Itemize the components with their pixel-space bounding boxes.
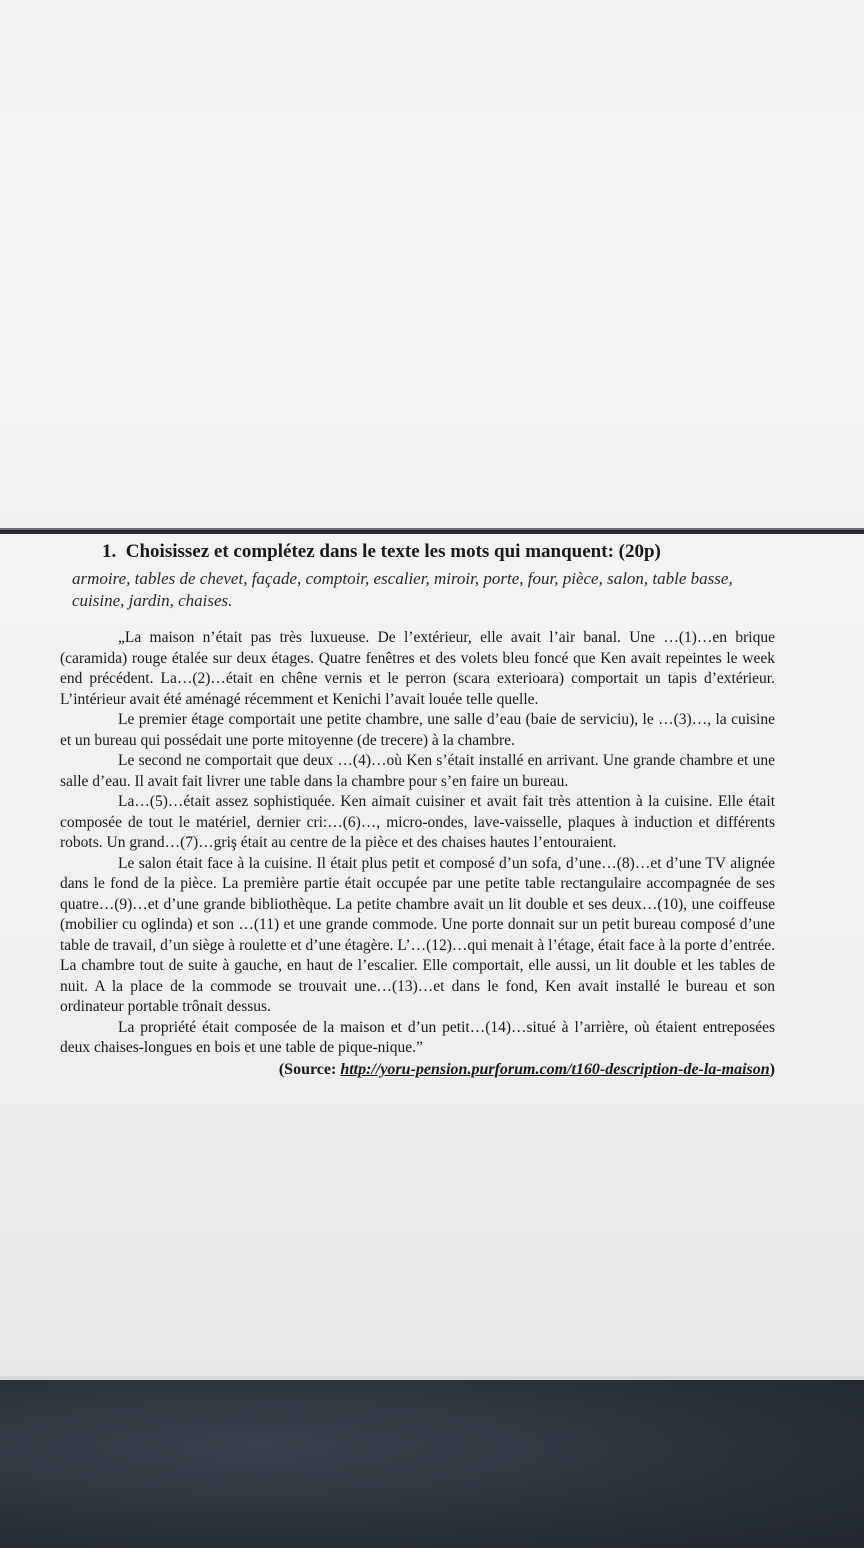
source-prefix: (Source: — [278, 1060, 341, 1078]
paragraph-6: La propriété était composée de la maison et d’un petit…(14)…situé à l’arrière, où étaient entreposées deux chaises-longues en bois et une table de pique-nique.” — [60, 1018, 775, 1056]
word-bank: armoire, tables de chevet, façade, comptoir, escalier, miroir, porte, four, pièce, salon, table basse, cuisine, jardin, chaises. — [72, 569, 733, 610]
paragraph-5: Le salon était face à la cuisine. Il était plus petit et composé d’un sofa, d’une…(8)…et d’une TV alignée dans le fond de la pièce. La première partie était occupée par une petite table rectangulaire accompagnée de ses quatre…(9)…et d’une grande bibliothèque. La petite chambre avait un lit double et ses deux…(10), une coiffeuse (mobilier cu oglinda) et son …(11) et une grande commode. Une porte donnait sur un petit bureau composé d’une table de travail, d’un siège à roulette et d’une étagère. L’…(12)…qui menait à l’étage, était face à la porte d’entrée. La chambre tout de suite à gauche, en haut de l’escalier. Elle comportait, elle aussi, un lit double et les tables de nuit. A la place de la commode se trouvait une…(13)…et dans le fond, Ken avait installé le bureau et son ordinateur portable trônait dessus. — [60, 854, 775, 1015]
worksheet-content — [60, 540, 775, 1081]
source-link[interactable]: http://yoru-pension.purforum.com/t160-description-de-la-maison — [340, 1060, 770, 1078]
exercise-title — [102, 540, 775, 564]
source-citation — [60, 1059, 775, 1081]
paragraph-1: „La maison n’était pas très luxueuse. De l’extérieur, elle avait l’air banal. Une …(1)…en brique (caramida) rouge étalée sur deux étages. Quatre fenêtres et des volets bleu foncé que Ken avait repeintes le week end précédent. La…(2)…était en chêne vernis et le perron (scara exterioara) comportait un tapis d’extérieur. L’intérieur avait été aménagé récemment et Kenichi l’avait louée telle quelle. — [60, 629, 775, 708]
paragraph-2: Le premier étage comportait une petite chambre, une salle d’eau (baie de serviciu), le …(3)…, la cuisine et un bureau qui possédait une porte mitoyenne (de trecere) à la chambre. — [60, 711, 775, 749]
upper-blank-page — [0, 0, 864, 530]
passage — [60, 628, 775, 1059]
exercise-instruction: Choisissez et complétez dans le texte les mots qui manquent: (20p) — [125, 541, 661, 562]
table-surface — [0, 1380, 864, 1548]
exercise-number: 1. — [102, 541, 117, 562]
paragraph-4: La…(5)…était assez sophistiquée. Ken aimait cuisiner et avait fait très attention à la cuisine. Elle était composée de tout le matériel, dernier cri:…(6)…, micro-ondes, lave-vaisselle, plaques à induction et différents robots. Un grand…(7)…griş était au centre de la pièce et des chaises hautes l’entouraient. — [60, 793, 775, 851]
paragraph-3: Le second ne comportait que deux …(4)…où Ken s’était installé en arrivant. Une grande chambre et une salle d’eau. Il avait fait livrer une table dans la chambre pour s’en faire un bureau. — [60, 752, 775, 790]
source-suffix: ) — [769, 1060, 775, 1078]
